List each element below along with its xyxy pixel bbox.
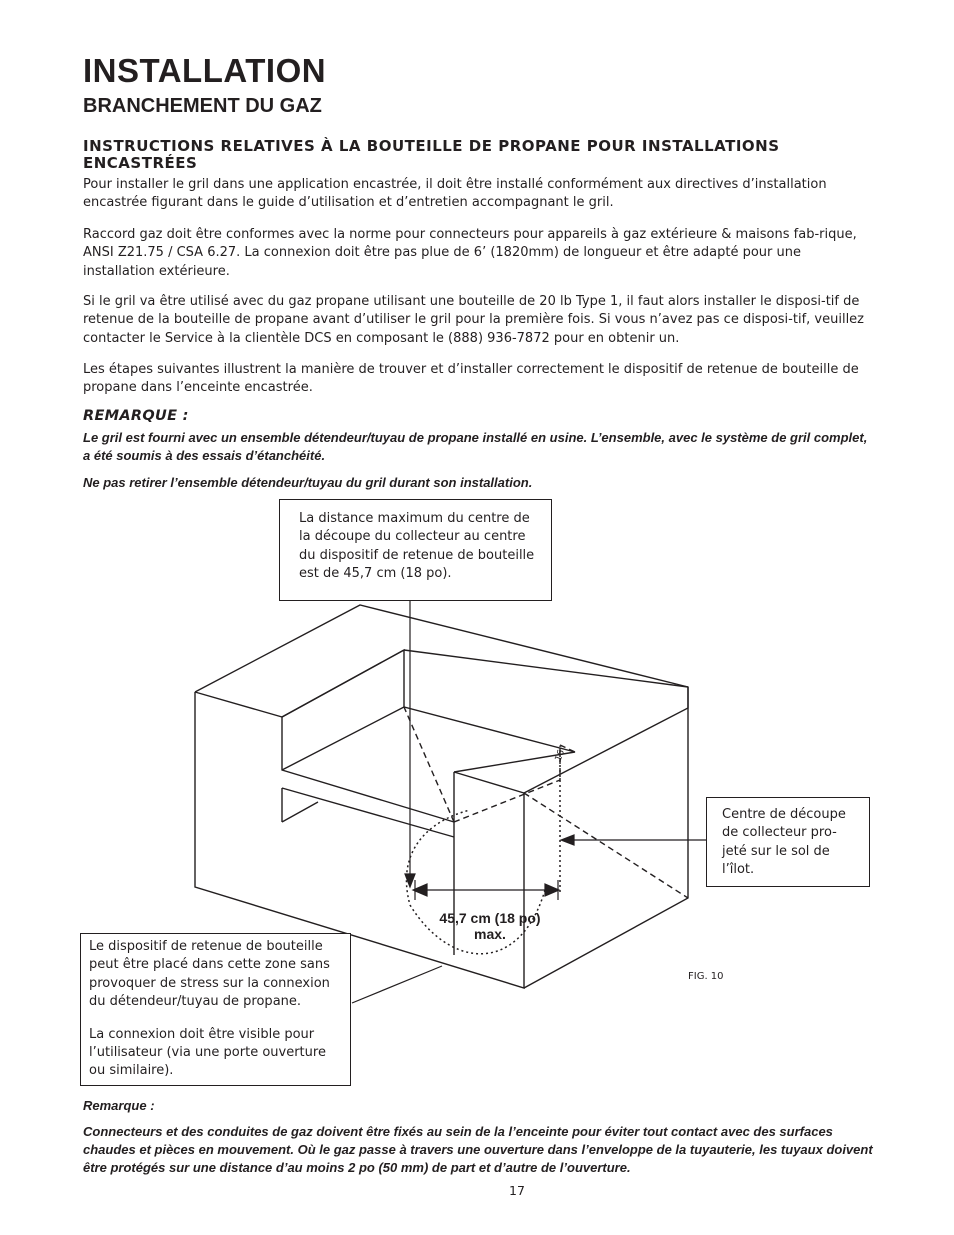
paragraph-2: Raccord gaz doit être conformes avec la norme pour connecteurs pour appareils à gaz extérieure & maisons fab-rique, ANSI Z21.75 / CSA 6.27. La connexion doit être pas plue de 6’ (1820mm) de longueur et être adapté pour une installation extérieure. [83, 227, 857, 279]
diagram-hidden-line-2 [524, 793, 688, 898]
callout-right-text: Centre de découpe de collecteur pro-jeté sur le sol de l’îlot. [722, 807, 846, 878]
callout-top [279, 499, 552, 601]
callout-right [706, 797, 870, 887]
subsection-title: INSTRUCTIONS RELATIVES À LA BOUTEILLE DE PROPANE POUR INSTALLATIONS ENCASTRÉES [83, 137, 780, 172]
callout-top-text: La distance maximum du centre de la découpe du collecteur au centre du dispositif de retenue de bouteille est de 45,7 cm (18 po). [299, 511, 535, 582]
paragraph-4: Les étapes suivantes illustrent la manière de trouver et d’installer correctement le dispositif de retenue de bouteille de propane dans l’enceinte encastrée. [83, 362, 859, 396]
figure-label: FIG. 10 [688, 971, 724, 982]
diagram-right-block [454, 687, 688, 793]
dimension-label [420, 910, 560, 942]
callout-left-text-2: La connexion doit être visible pour l’utilisateur (via une porte ouverture ou similaire). [89, 1026, 326, 1079]
footer-note-label: Remarque : [83, 1098, 155, 1113]
remarque-note-2: Ne pas retirer l’ensemble détendeur/tuyau du gril durant son installation. [83, 475, 533, 490]
leader-left [352, 966, 442, 1003]
diagram-small-mark: 16" [553, 744, 569, 763]
page-title: INSTALLATION [83, 52, 327, 89]
remarque-note-1: Le gril est fourni avec un ensemble détendeur/tuyau de propane installé en usine. L’ensemble, avec le système de gril complet, a été soumis à des essais d’étanchéité. [83, 430, 868, 463]
footer-note-text: Connecteurs et des conduites de gaz doivent être fixés au sein de la l’enceinte pour éviter tout contact avec des surfaces chaudes et pièces en mouvement. Où le gaz passe à travers une ouverture dans l’enveloppe de la tuyauterie, les tuyaux doivent être protégés sur une distance d’au moins 2 po (50 mm) de part et d’autre de l’ouverture. [83, 1124, 873, 1175]
page-number: 17 [509, 1183, 525, 1198]
remarque-label: REMARQUE : [83, 408, 189, 424]
paragraph-1: Pour installer le gril dans une application encastrée, il doit être installé conformément aux directives d’installation encastrée figurant dans le guide d’utilisation et d’entretien accompagnant le gril. [83, 177, 827, 211]
callout-left-text-1: Le dispositif de retenue de bouteille peut être placé dans cette zone sans provoquer de stress sur la connexion du détendeur/tuyau de propane. [89, 939, 330, 1010]
diagram-hidden-line-3 [404, 707, 454, 822]
section-title: BRANCHEMENT DU GAZ [83, 95, 322, 117]
diagram-cutout [404, 650, 688, 687]
diagram-top-rim-left [195, 692, 454, 822]
dimension-max: max. [474, 926, 506, 942]
paragraph-3: Si le gril va être utilisé avec du gaz propane utilisant une bouteille de 20 lb Type 1, il faut alors installer le disposi-tif de retenue de la bouteille de propane avant d’utiliser le gril pour la première fois. Si vous n’avez pas ce disposi-tif, veuillez contacter le Service à la clientèle DCS en composant le (888) 936-7872 pour en obtenir un. [83, 294, 865, 346]
dimension-value: 45,7 cm (18 po) [439, 910, 541, 926]
callout-left [80, 933, 351, 1086]
